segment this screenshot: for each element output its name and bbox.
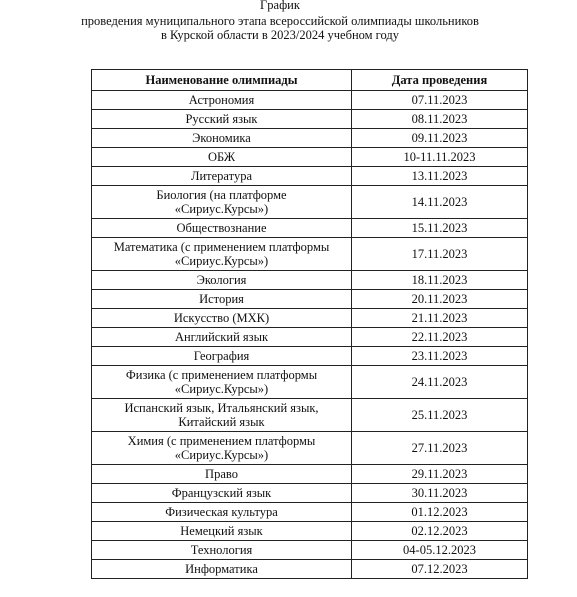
- table-row: [92, 91, 528, 110]
- document-title: Гpафик: [260, 0, 300, 12]
- olympiad-date-cell: 09.11.2023: [352, 129, 528, 148]
- table-row: [92, 110, 528, 129]
- table-row: [92, 148, 528, 167]
- olympiad-name-cell: Физика (с применением платформы «Сириус.Курсы»): [92, 366, 352, 399]
- olympiad-date-cell: 27.11.2023: [352, 432, 528, 465]
- olympiad-name-cell: Экология: [92, 271, 352, 290]
- olympiad-date-cell: 25.11.2023: [352, 399, 528, 432]
- olympiad-name-cell: Испанский язык, Итальянский язык, Китайский язык: [92, 399, 352, 432]
- olympiad-date-cell: 21.11.2023: [352, 309, 528, 328]
- column-header-name: Наименование олимпиады: [92, 70, 352, 91]
- olympiad-name-cell: Русский язык: [92, 110, 352, 129]
- table-row: [92, 328, 528, 347]
- table-row: [92, 186, 528, 219]
- olympiad-name-cell: ОБЖ: [92, 148, 352, 167]
- table-row: [92, 465, 528, 484]
- olympiad-name-cell: Немецкий язык: [92, 522, 352, 541]
- olympiad-name-cell: Французский язык: [92, 484, 352, 503]
- olympiad-name-cell: Технология: [92, 541, 352, 560]
- olympiad-name-cell: Химия (с применением платформы «Сириус.Курсы»): [92, 432, 352, 465]
- olympiad-name-cell: География: [92, 347, 352, 366]
- olympiad-date-cell: 04-05.12.2023: [352, 541, 528, 560]
- olympiad-name-cell: Математика (с применением платформы «Сириус.Курсы»): [92, 238, 352, 271]
- table-row: [92, 560, 528, 579]
- table-row: [92, 541, 528, 560]
- table-row: [92, 167, 528, 186]
- table-row: [92, 503, 528, 522]
- olympiad-name-cell: Английский язык: [92, 328, 352, 347]
- table-header-row: [92, 70, 528, 91]
- olympiad-date-cell: 01.12.2023: [352, 503, 528, 522]
- table-row: [92, 399, 528, 432]
- olympiad-date-cell: 07.11.2023: [352, 91, 528, 110]
- document-subtitle-line1: проведения муниципального этапа всероссийской олимпиады школьников: [81, 14, 479, 28]
- olympiad-name-cell: История: [92, 290, 352, 309]
- table-row: [92, 271, 528, 290]
- olympiad-name-cell: Астрономия: [92, 91, 352, 110]
- olympiad-date-cell: 15.11.2023: [352, 219, 528, 238]
- column-header-date: Дата проведения: [352, 70, 528, 91]
- olympiad-name-cell: Литература: [92, 167, 352, 186]
- olympiad-name-cell: Обществознание: [92, 219, 352, 238]
- olympiad-date-cell: 29.11.2023: [352, 465, 528, 484]
- olympiad-date-cell: 07.12.2023: [352, 560, 528, 579]
- olympiad-name-cell: Биология (на платформе «Сириус.Курсы»): [92, 186, 352, 219]
- olympiad-date-cell: 08.11.2023: [352, 110, 528, 129]
- olympiad-name-cell: Физическая культура: [92, 503, 352, 522]
- document-subtitle-line2: в Курской области в 2023/2024 учебном году: [160, 28, 399, 42]
- table-row: [92, 522, 528, 541]
- olympiad-date-cell: 23.11.2023: [352, 347, 528, 366]
- table-row: [92, 484, 528, 503]
- olympiad-date-cell: 13.11.2023: [352, 167, 528, 186]
- table-row: [92, 238, 528, 271]
- olympiad-date-cell: 30.11.2023: [352, 484, 528, 503]
- document-header: [60, 0, 500, 42]
- table-row: [92, 432, 528, 465]
- olympiad-name-cell: Право: [92, 465, 352, 484]
- olympiad-date-cell: 17.11.2023: [352, 238, 528, 271]
- olympiad-date-cell: 10-11.11.2023: [352, 148, 528, 167]
- olympiad-name-cell: Искусство (МХК): [92, 309, 352, 328]
- olympiad-name-cell: Информатика: [92, 560, 352, 579]
- olympiad-date-cell: 24.11.2023: [352, 366, 528, 399]
- table-row: [92, 219, 528, 238]
- olympiad-name-cell: Экономика: [92, 129, 352, 148]
- table-row: [92, 129, 528, 148]
- table-row: [92, 290, 528, 309]
- olympiad-date-cell: 18.11.2023: [352, 271, 528, 290]
- table-row: [92, 366, 528, 399]
- olympiad-date-cell: 02.12.2023: [352, 522, 528, 541]
- olympiad-date-cell: 20.11.2023: [352, 290, 528, 309]
- olympiad-schedule-table: [91, 69, 528, 579]
- table-row: [92, 347, 528, 366]
- olympiad-date-cell: 22.11.2023: [352, 328, 528, 347]
- table-row: [92, 309, 528, 328]
- olympiad-date-cell: 14.11.2023: [352, 186, 528, 219]
